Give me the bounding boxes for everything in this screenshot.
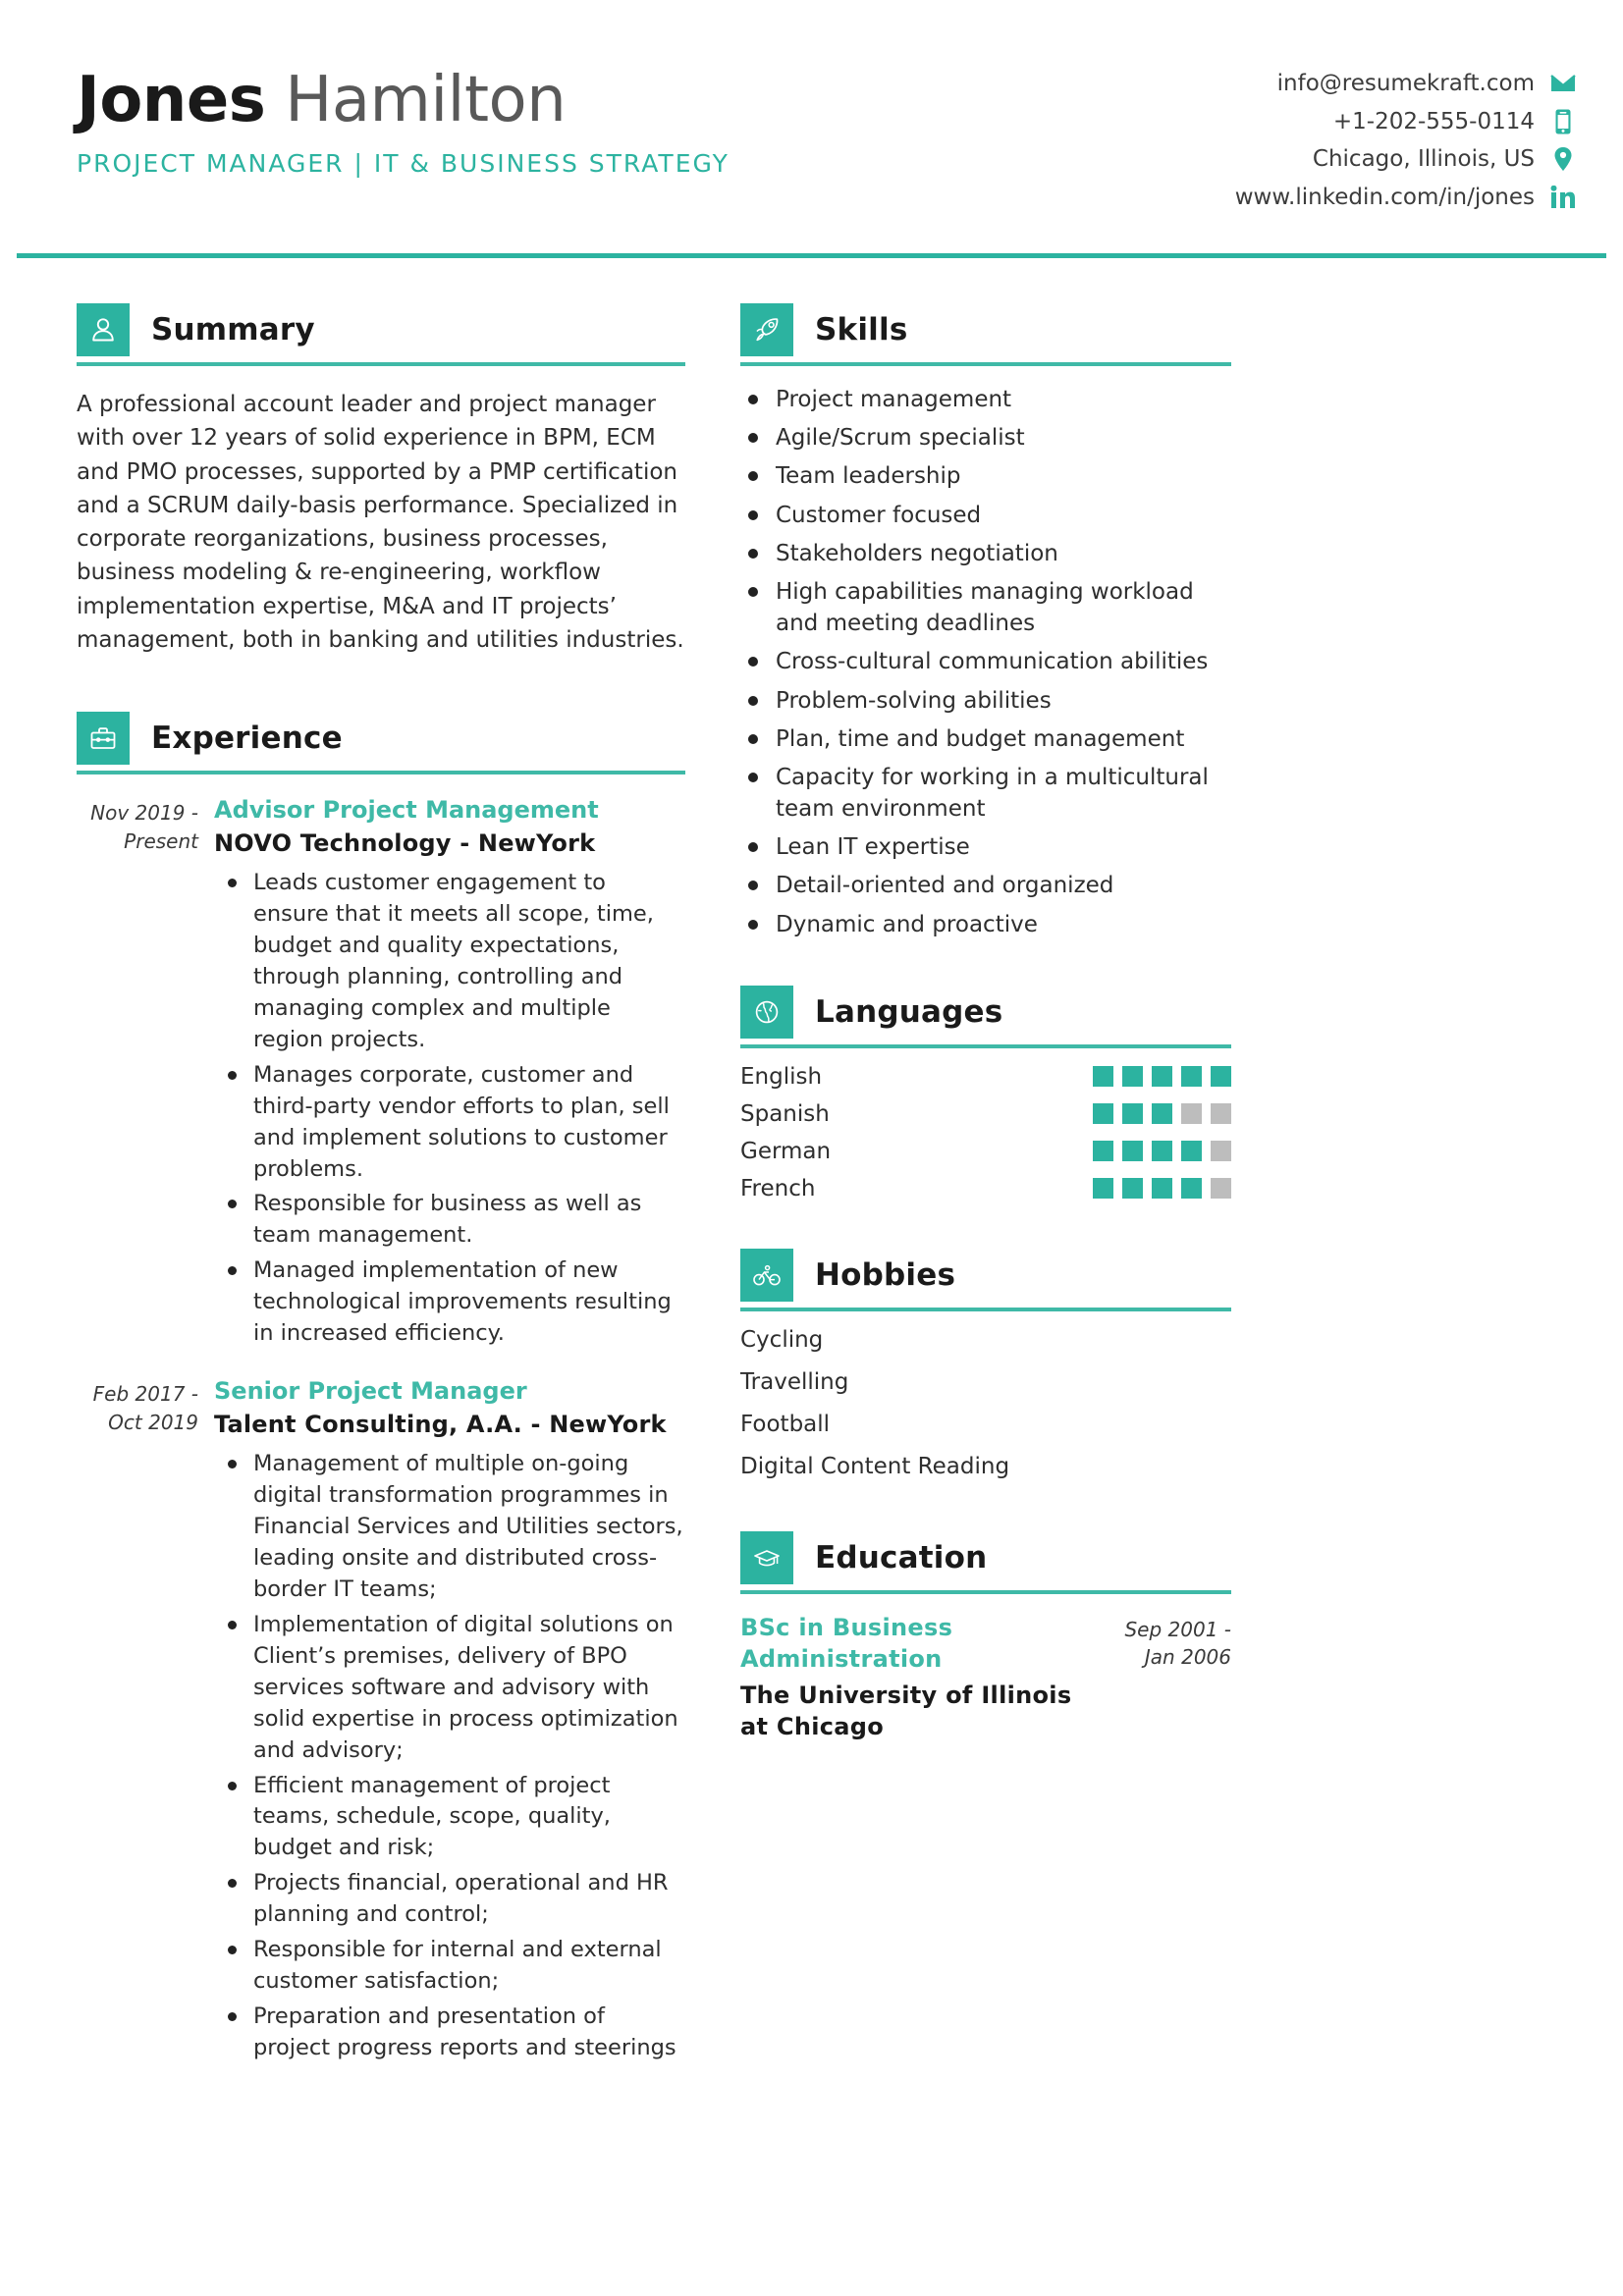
skill-item: Plan, time and budget management <box>740 723 1231 755</box>
rating-square <box>1152 1103 1172 1124</box>
header-divider <box>17 253 1606 258</box>
job-bullet: Managed implementation of new technological improvements resulting in increased efficiency. <box>214 1255 685 1350</box>
hobbies-list <box>740 1327 1231 1479</box>
language-name: English <box>740 1063 823 1090</box>
skill-item: Detail-oriented and organized <box>740 870 1231 901</box>
contact-info <box>1235 61 1576 214</box>
education-date: Sep 2001 - Jan 2006 <box>1124 1617 1231 1670</box>
languages-title: Languages <box>815 993 1003 1030</box>
experience-item <box>77 794 685 1350</box>
first-name: Jones <box>77 64 266 136</box>
contact-row-location[interactable] <box>1313 142 1576 177</box>
last-name: Hamilton <box>285 64 567 136</box>
education-details <box>740 1612 1094 1743</box>
skill-item: Cross-cultural communication abilities <box>740 646 1231 677</box>
rating-square <box>1152 1066 1172 1087</box>
section-skills <box>740 303 1231 940</box>
map-pin-icon <box>1550 146 1576 172</box>
rating-square <box>1093 1178 1113 1199</box>
job-company: Talent Consulting, A.A. - NewYork <box>214 1410 667 1438</box>
job-date: Feb 2017 - Oct 2019 <box>92 1382 198 1434</box>
section-summary <box>77 303 685 657</box>
education-divider <box>740 1590 1231 1594</box>
skill-item: Stakeholders negotiation <box>740 538 1231 569</box>
skills-list <box>740 384 1231 940</box>
language-rating <box>1093 1178 1231 1199</box>
job-bullet: Efficient management of project teams, schedule, scope, quality, budget and risk; <box>214 1771 685 1865</box>
hobbies-header <box>740 1249 1231 1302</box>
languages-list <box>740 1064 1231 1201</box>
resume-body <box>0 303 1623 2090</box>
job-title: Advisor Project Management <box>214 796 599 825</box>
hobby-item: Football <box>740 1411 831 1437</box>
phone-text: +1-202-555-0114 <box>1332 108 1535 134</box>
language-row <box>740 1176 1231 1201</box>
job-bullets <box>214 868 685 1350</box>
email-text: info@resumekraft.com <box>1276 71 1535 96</box>
contact-row-email[interactable] <box>1277 67 1576 101</box>
language-rating <box>1093 1066 1231 1087</box>
language-rating <box>1093 1103 1231 1124</box>
summary-title: Summary <box>151 312 315 347</box>
language-rating <box>1093 1141 1231 1161</box>
education-title: Education <box>815 1539 988 1575</box>
education-degree: BSc in Business Administration <box>740 1613 953 1674</box>
languages-divider <box>740 1044 1231 1048</box>
hobby-item: Cycling <box>740 1326 824 1353</box>
skill-item: Lean IT expertise <box>740 831 1231 863</box>
rating-square <box>1181 1141 1202 1161</box>
skill-item: High capabilities managing workload and meeting deadlines <box>740 576 1231 639</box>
briefcase-icon <box>77 712 130 765</box>
job-bullet: Leads customer engagement to ensure that it meets all scope, time, budget and quality expectations, through planning, controlling and managing complex and multiple region projects. <box>214 868 685 1056</box>
hobbies-title: Hobbies <box>815 1256 956 1293</box>
mobile-phone-icon <box>1550 109 1576 134</box>
languages-header <box>740 986 1231 1039</box>
job-bullet: Responsible for internal and external customer satisfaction; <box>214 1935 685 1998</box>
spacer <box>740 1496 1231 1531</box>
linkedin-text: www.linkedin.com/in/jones <box>1234 184 1535 210</box>
rating-square <box>1122 1141 1143 1161</box>
name-block <box>77 61 730 178</box>
right-column <box>740 303 1231 2090</box>
education-school: The University of Illinois at Chicago <box>740 1681 1072 1740</box>
language-row <box>740 1101 1231 1127</box>
rating-square <box>1122 1066 1143 1087</box>
experience-title: Experience <box>151 721 343 757</box>
skill-item: Project management <box>740 384 1231 415</box>
job-bullet: Manages corporate, customer and third-party vendor efforts to plan, sell and implement solutions to customer problems. <box>214 1060 685 1186</box>
skill-item: Capacity for working in a multicultural team environment <box>740 762 1231 825</box>
rating-square <box>1122 1103 1143 1124</box>
education-list <box>740 1612 1231 1743</box>
rating-square <box>1093 1141 1113 1161</box>
job-subtitle: PROJECT MANAGER | IT & BUSINESS STRATEGY <box>77 149 730 178</box>
language-row <box>740 1139 1231 1164</box>
rating-square <box>1211 1178 1231 1199</box>
experience-item <box>77 1375 685 2064</box>
summary-header <box>77 303 685 356</box>
experience-list <box>77 794 685 2064</box>
education-item <box>740 1612 1231 1743</box>
education-header <box>740 1531 1231 1584</box>
job-bullet: Management of multiple on-going digital transformation programmes in Financial Services and Utilities sectors, leading onsite and distributed cross-border IT teams; <box>214 1449 685 1606</box>
section-languages <box>740 986 1231 1201</box>
language-row <box>740 1064 1231 1090</box>
rating-square <box>1211 1103 1231 1124</box>
job-bullets <box>214 1449 685 2064</box>
envelope-icon <box>1550 74 1576 93</box>
job-company: NOVO Technology - NewYork <box>214 828 596 857</box>
job-title: Senior Project Manager <box>214 1377 527 1406</box>
job-details <box>214 794 685 1350</box>
rating-square <box>1152 1141 1172 1161</box>
rating-square <box>1211 1141 1231 1161</box>
hobbies-divider <box>740 1308 1231 1311</box>
spacer <box>77 667 685 712</box>
summary-text: A professional account leader and project manager with over 12 years of solid experience in BPM, ECM and PMO processes, supported by a PMP certification and a SCRUM daily-basis performance. Specialized in corporate reorganizations, business processes, business modeling & re-engineering, workflow implementation expertise, M&A and IT projects’ management, both in banking and utilities industries. <box>77 392 684 653</box>
rating-square <box>1181 1178 1202 1199</box>
linkedin-icon <box>1550 186 1576 209</box>
person-icon <box>77 303 130 356</box>
job-details <box>214 1375 685 2064</box>
rating-square <box>1093 1103 1113 1124</box>
skill-item: Customer focused <box>740 500 1231 531</box>
hobby-item: Travelling <box>740 1368 849 1395</box>
globe-icon <box>740 986 793 1039</box>
job-bullet: Preparation and presentation of project progress reports and steerings <box>214 2002 685 2064</box>
job-bullet: Implementation of digital solutions on Client’s premises, delivery of BPO services software and advisory with solid expertise in process optimization and advisory; <box>214 1610 685 1767</box>
rocket-icon <box>740 303 793 356</box>
language-name: Spanish <box>740 1100 830 1127</box>
skill-item: Team leadership <box>740 460 1231 492</box>
page-title <box>77 64 730 136</box>
skills-divider <box>740 362 1231 366</box>
skill-item: Agile/Scrum specialist <box>740 422 1231 454</box>
resume-header <box>0 0 1623 214</box>
rating-square <box>1181 1103 1202 1124</box>
graduation-cap-icon <box>740 1531 793 1584</box>
skills-title: Skills <box>815 312 908 347</box>
contact-row-phone[interactable] <box>1333 105 1576 139</box>
rating-square <box>1093 1066 1113 1087</box>
job-bullet: Responsible for business as well as team management. <box>214 1189 685 1252</box>
rating-square <box>1211 1066 1231 1087</box>
hobby-item: Digital Content Reading <box>740 1453 1010 1479</box>
job-bullet: Projects financial, operational and HR planning and control; <box>214 1868 685 1931</box>
left-column <box>77 303 685 2090</box>
skill-item: Problem-solving abilities <box>740 685 1231 717</box>
skills-header <box>740 303 1231 356</box>
skill-item: Dynamic and proactive <box>740 909 1231 940</box>
rating-square <box>1152 1178 1172 1199</box>
language-name: French <box>740 1175 816 1201</box>
section-education <box>740 1531 1231 1743</box>
bicycle-icon <box>740 1249 793 1302</box>
section-experience <box>77 712 685 2064</box>
spacer <box>740 1213 1231 1249</box>
location-text: Chicago, Illinois, US <box>1312 146 1535 172</box>
experience-divider <box>77 771 685 774</box>
summary-divider <box>77 362 685 366</box>
section-hobbies <box>740 1249 1231 1479</box>
rating-square <box>1122 1178 1143 1199</box>
contact-row-linkedin[interactable] <box>1235 181 1576 215</box>
experience-header <box>77 712 685 765</box>
language-name: German <box>740 1138 832 1164</box>
rating-square <box>1181 1066 1202 1087</box>
job-date: Nov 2019 - Present <box>90 801 198 853</box>
spacer <box>740 950 1231 986</box>
